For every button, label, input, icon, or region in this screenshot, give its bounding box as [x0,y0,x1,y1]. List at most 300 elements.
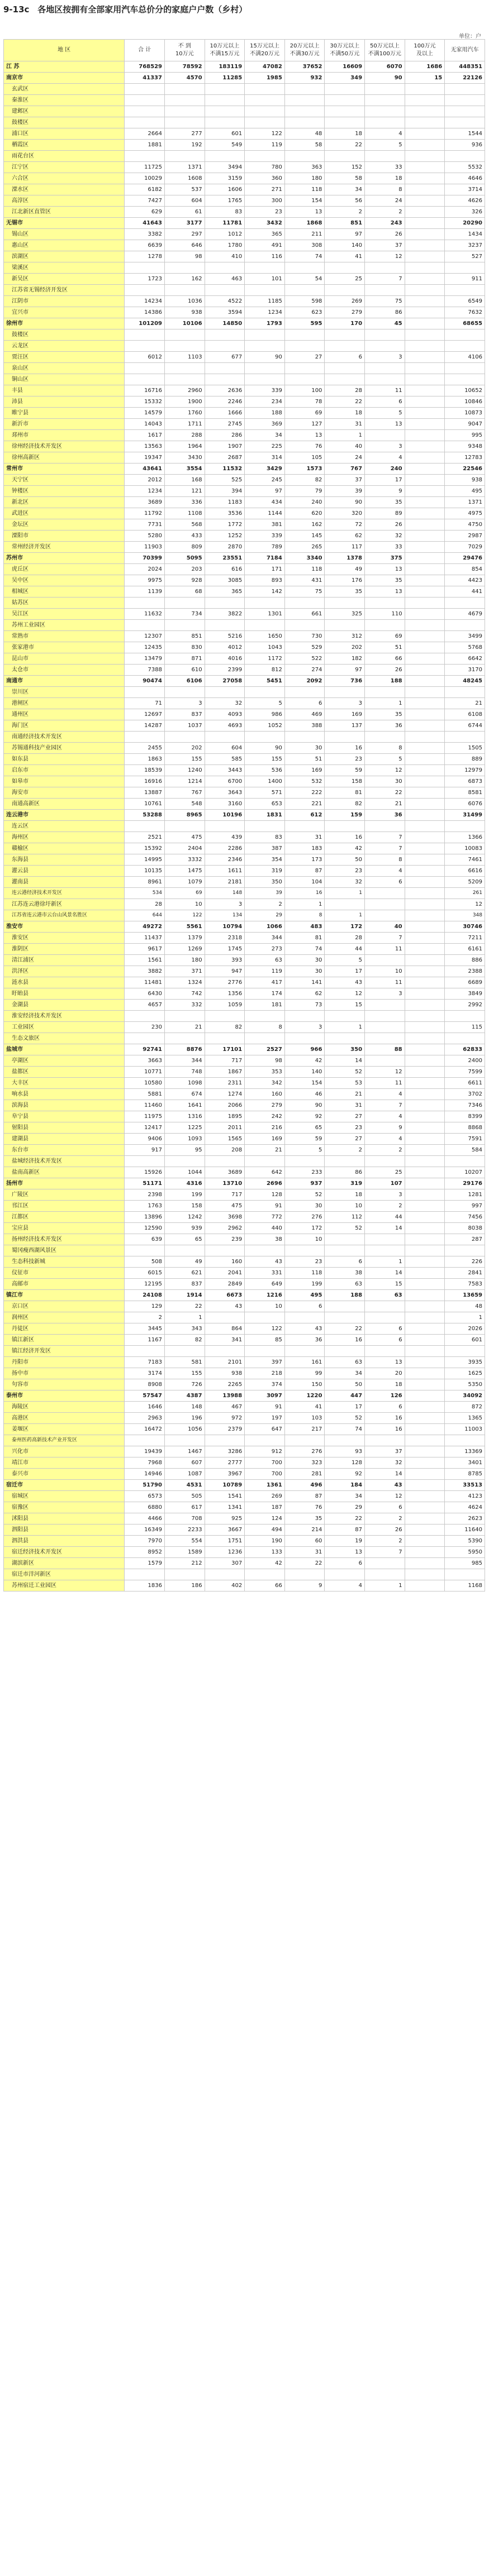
value-cell [284,84,325,95]
value-cell: 7388 [125,665,165,676]
value-cell: 616 [205,564,245,575]
value-cell: 71 [125,698,165,709]
value-cell: 10580 [125,1078,165,1089]
value-cell [405,1290,445,1301]
table-row-district [4,743,485,754]
value-cell: 11903 [125,542,165,553]
region-name-cell: 连云港经济技术开发区 [4,888,125,899]
table-row-city [4,810,485,821]
value-cell: 287 [445,1234,485,1245]
value-cell: 7970 [125,1536,165,1547]
value-cell: 3849 [445,988,485,1000]
value-cell [325,1011,365,1022]
value-cell [365,955,405,966]
unit-label: 单位：户 [459,34,481,40]
value-cell [245,117,285,128]
table-row-district [4,162,485,173]
value-cell: 932 [284,73,325,84]
value-cell: 6 [325,1558,365,1569]
value-cell: 92 [284,1111,325,1122]
value-cell: 308 [284,240,325,251]
value-cell: 369 [245,419,285,430]
value-cell: 140 [284,1067,325,1078]
value-cell [325,106,365,117]
value-cell: 33513 [445,1480,485,1491]
value-cell: 48245 [445,676,485,687]
value-cell: 1666 [205,408,245,419]
value-cell: 10135 [125,866,165,877]
value-cell: 118 [284,1268,325,1279]
value-cell: 60 [284,1536,325,1547]
value-cell [405,1234,445,1245]
region-name-cell: 常州市 [4,463,125,475]
value-cell [125,1569,165,1580]
value-cell: 768529 [125,61,165,73]
region-name-cell: 崇川区 [4,687,125,698]
value-cell: 269 [325,296,365,307]
region-name-cell: 江 苏 [4,61,125,73]
value-cell: 1573 [284,463,325,475]
region-name-cell: 镇江市 [4,1290,125,1301]
value-cell [245,1346,285,1357]
value-cell: 1356 [205,988,245,1000]
value-cell: 431 [284,575,325,586]
value-cell [405,1122,445,1134]
value-cell: 353 [245,1067,285,1078]
value-cell: 5881 [125,1089,165,1100]
region-name-cell: 徐州高新区 [4,452,125,463]
table-row-district [4,955,485,966]
value-cell: 43 [365,1480,405,1491]
value-cell: 140 [325,240,365,251]
value-cell: 1 [284,899,325,910]
value-cell: 155 [164,754,205,765]
value-cell: 6106 [164,676,205,687]
table-row-district [4,1111,485,1122]
value-cell: 349 [325,73,365,84]
region-name-cell: 海陵区 [4,1402,125,1413]
value-cell: 8 [245,1022,285,1033]
value-cell [405,1145,445,1156]
value-cell [325,1312,365,1323]
region-name-cell: 泉山区 [4,363,125,374]
value-cell [405,497,445,508]
value-cell: 748 [164,1067,205,1078]
value-cell [405,1256,445,1268]
value-cell [325,1234,365,1245]
value-cell: 29 [325,1502,365,1513]
region-name-cell: 靖江市 [4,1457,125,1469]
value-cell: 154 [284,1078,325,1089]
region-name-cell: 灌云县 [4,866,125,877]
value-cell: 22 [164,1301,205,1312]
value-cell [405,1033,445,1044]
value-cell [405,1323,445,1335]
table-row-district [4,408,485,419]
region-name-cell: 钟楼区 [4,486,125,497]
value-cell [405,732,445,743]
value-cell: 2527 [245,1044,285,1055]
value-cell: 677 [205,352,245,363]
column-header: 10万元以上 不满15万元 [205,40,245,61]
value-cell: 3340 [284,553,325,564]
value-cell [445,151,485,162]
value-cell [405,1424,445,1435]
value-cell: 174 [245,988,285,1000]
value-cell: 10771 [125,1067,165,1078]
value-cell [164,1156,205,1167]
table-row-district [4,385,485,396]
value-cell: 27 [284,352,325,363]
value-cell: 261 [445,888,485,899]
value-cell: 15926 [125,1167,165,1178]
value-cell: 447 [325,1390,365,1402]
value-cell: 7968 [125,1457,165,1469]
value-cell: 43 [325,977,365,988]
value-cell: 5095 [164,553,205,564]
value-cell: 34 [325,1491,365,1502]
region-name-cell: 江苏连云港徐圩新区 [4,899,125,910]
table-row-district [4,173,485,184]
region-name-cell: 蜀冈瘦西湖风景区 [4,1245,125,1256]
value-cell: 24 [365,195,405,207]
value-cell: 100 [284,385,325,396]
value-cell: 11481 [125,977,165,988]
value-cell: 2400 [445,1055,485,1067]
value-cell: 7731 [125,519,165,531]
value-cell: 700 [245,1469,285,1480]
value-cell [245,95,285,106]
value-cell [325,598,365,609]
region-name-cell: 仪征市 [4,1268,125,1279]
value-cell: 97 [325,665,365,676]
region-name-cell: 如东县 [4,754,125,765]
value-cell: 6076 [445,799,485,810]
value-cell [405,1178,445,1189]
value-cell: 7346 [445,1100,485,1111]
value-cell: 10207 [445,1167,485,1178]
table-row-district [4,1513,485,1524]
value-cell: 48 [284,128,325,140]
table-number: 9-13c [3,4,30,15]
value-cell: 7461 [445,854,485,866]
value-cell [164,732,205,743]
value-cell: 50 [325,854,365,866]
value-cell: 4316 [164,1178,205,1189]
value-cell [405,251,445,262]
value-cell: 8 [365,743,405,754]
table-row-city [4,463,485,475]
value-cell [405,810,445,821]
value-cell: 1371 [164,162,205,173]
value-cell: 74 [284,251,325,262]
value-cell: 11640 [445,1524,485,1536]
value-cell [365,687,405,698]
value-cell: 2777 [205,1457,245,1469]
value-cell: 1281 [445,1189,485,1201]
value-cell [405,1480,445,1491]
value-cell: 3286 [205,1446,245,1457]
value-cell [405,184,445,195]
value-cell: 1772 [205,519,245,531]
value-cell: 1269 [164,944,205,955]
table-row-district [4,1424,485,1435]
region-name-cell: 天宁区 [4,475,125,486]
value-cell: 780 [245,162,285,173]
value-cell [445,95,485,106]
value-cell: 7 [365,1100,405,1111]
value-cell: 13887 [125,787,165,799]
value-cell: 2066 [205,1100,245,1111]
value-cell: 43 [205,1301,245,1312]
table-row-district [4,1055,485,1067]
value-cell: 6 [365,877,405,888]
value-cell: 93 [325,1446,365,1457]
value-cell: 15 [325,1000,365,1011]
value-cell [125,598,165,609]
value-cell: 495 [284,1290,325,1301]
value-cell: 13710 [205,1178,245,1189]
region-name-cell: 鼓楼区 [4,329,125,341]
value-cell: 1751 [205,1536,245,1547]
value-cell: 851 [164,631,205,642]
value-cell [445,620,485,631]
value-cell: 642 [245,1167,285,1178]
value-cell: 26 [365,665,405,676]
table-row-district [4,1536,485,1547]
value-cell: 17101 [205,1044,245,1055]
region-name-cell: 海州区 [4,832,125,843]
table-row-district [4,363,485,374]
value-cell: 6015 [125,1268,165,1279]
value-cell [405,966,445,977]
table-row-district [4,1558,485,1569]
value-cell: 5280 [125,531,165,542]
value-cell: 12 [365,765,405,776]
value-cell: 1914 [164,1290,205,1301]
value-cell: 16 [325,832,365,843]
value-cell: 360 [245,173,285,184]
value-cell: 31 [284,832,325,843]
region-name-cell: 常熟市 [4,631,125,642]
value-cell: 1745 [205,944,245,955]
value-cell [365,620,405,631]
table-row-district [4,821,485,832]
value-cell: 23 [284,1256,325,1268]
value-cell: 17 [325,1402,365,1413]
value-cell [365,1234,405,1245]
value-cell [205,262,245,274]
value-cell: 7 [365,832,405,843]
table-row-district [4,1223,485,1234]
value-cell: 6 [284,1301,325,1312]
region-name-cell: 润州区 [4,1312,125,1323]
value-cell [365,430,405,441]
table-row-district [4,1011,485,1022]
value-cell: 5561 [164,921,205,933]
value-cell: 30 [284,1201,325,1212]
value-cell: 742 [164,988,205,1000]
value-cell [365,910,405,921]
table-row-district [4,799,485,810]
value-cell: 28 [325,933,365,944]
value-cell: 48 [445,1301,485,1312]
value-cell: 8581 [445,787,485,799]
value-cell: 16472 [125,1424,165,1435]
value-cell: 10083 [445,843,485,854]
value-cell: 4016 [205,653,245,665]
value-cell: 730 [284,631,325,642]
value-cell: 52 [325,1067,365,1078]
value-cell: 82 [164,1335,205,1346]
value-cell [325,285,365,296]
value-cell: 736 [325,676,365,687]
value-cell: 122 [245,1323,285,1335]
value-cell: 986 [245,709,285,720]
value-cell: 7632 [445,307,485,318]
region-name-cell: 东海县 [4,854,125,866]
value-cell: 11 [365,1078,405,1089]
value-cell [284,95,325,106]
value-cell: 854 [445,564,485,575]
region-name-cell: 淮安市 [4,921,125,933]
value-cell: 182 [325,653,365,665]
value-cell: 65 [164,1234,205,1245]
table-row-city [4,1178,485,1189]
region-name-cell: 玄武区 [4,84,125,95]
value-cell: 1763 [125,1201,165,1212]
value-cell: 172 [284,1223,325,1234]
value-cell [405,832,445,843]
value-cell: 2 [365,207,405,218]
value-cell [405,95,445,106]
value-cell: 63 [325,1357,365,1368]
value-cell [325,374,365,385]
value-cell: 70399 [125,553,165,564]
value-cell: 4387 [164,1390,205,1402]
value-cell: 13563 [125,441,165,452]
value-cell [245,329,285,341]
value-cell: 33 [365,542,405,553]
value-cell: 3714 [445,184,485,195]
value-cell [325,1156,365,1167]
table-row-district [4,877,485,888]
value-cell: 16916 [125,776,165,787]
value-cell: 239 [205,1234,245,1245]
value-cell: 568 [164,519,205,531]
value-cell: 4522 [205,296,245,307]
region-name-cell: 铜山区 [4,374,125,385]
value-cell: 279 [325,307,365,318]
value-cell: 2012 [125,475,165,486]
value-cell: 2687 [205,452,245,463]
value-cell: 39 [245,888,285,899]
value-cell [405,653,445,665]
value-cell: 1646 [125,1402,165,1413]
value-cell: 314 [245,452,285,463]
value-cell: 53288 [125,810,165,821]
value-cell: 92 [325,1469,365,1480]
value-cell: 1341 [205,1502,245,1513]
value-cell: 6070 [365,61,405,73]
column-header: 15万元以上 不满20万元 [245,40,285,61]
value-cell [405,296,445,307]
value-cell: 2024 [125,564,165,575]
value-cell: 1234 [125,486,165,497]
region-name-cell: 盐南高新区 [4,1167,125,1178]
value-cell [205,84,245,95]
value-cell [325,363,365,374]
table-row-district [4,262,485,274]
value-cell: 27 [325,1134,365,1145]
value-cell: 22 [325,140,365,151]
value-cell: 3667 [205,1524,245,1536]
value-cell [405,542,445,553]
value-cell [205,374,245,385]
value-cell: 4 [365,452,405,463]
region-name-cell: 江北新区直管区 [4,207,125,218]
table-row-city [4,1390,485,1402]
value-cell: 5 [245,698,285,709]
value-cell: 14850 [205,318,245,329]
value-cell: 537 [164,184,205,195]
value-cell: 350 [245,877,285,888]
table-row-district [4,1580,485,1592]
region-name-cell: 新北区 [4,497,125,508]
value-cell: 12417 [125,1122,165,1134]
value-cell: 230 [125,1022,165,1033]
value-cell: 6689 [445,977,485,988]
value-cell: 43 [245,1256,285,1268]
value-cell [445,1569,485,1580]
value-cell: 2 [325,207,365,218]
value-cell: 4570 [164,73,205,84]
value-cell: 49272 [125,921,165,933]
value-cell [205,1011,245,1022]
value-cell: 1475 [164,866,205,877]
value-cell: 234 [245,396,285,408]
value-cell: 28 [125,899,165,910]
region-name-cell: 张家港市 [4,642,125,653]
value-cell: 483 [284,921,325,933]
value-cell [405,933,445,944]
table-row-city [4,1480,485,1491]
table-row-district [4,1122,485,1134]
value-cell: 19 [325,1536,365,1547]
value-cell [405,687,445,698]
value-cell: 8961 [125,877,165,888]
value-cell: 1793 [245,318,285,329]
value-cell: 342 [245,1078,285,1089]
table-row-district [4,341,485,352]
value-cell: 216 [245,1122,285,1134]
value-cell: 225 [245,441,285,452]
value-cell: 39 [325,486,365,497]
value-cell [405,888,445,899]
table-row-district [4,1547,485,1558]
value-cell: 214 [284,1524,325,1536]
value-cell: 8868 [445,1122,485,1134]
value-cell [405,531,445,542]
value-cell: 1059 [205,1000,245,1011]
value-cell [125,821,165,832]
value-cell: 3 [365,352,405,363]
value-cell [445,687,485,698]
value-cell [164,1011,205,1022]
value-cell: 119 [245,966,285,977]
region-name-cell: 盐都区 [4,1067,125,1078]
value-cell: 7591 [445,1134,485,1145]
